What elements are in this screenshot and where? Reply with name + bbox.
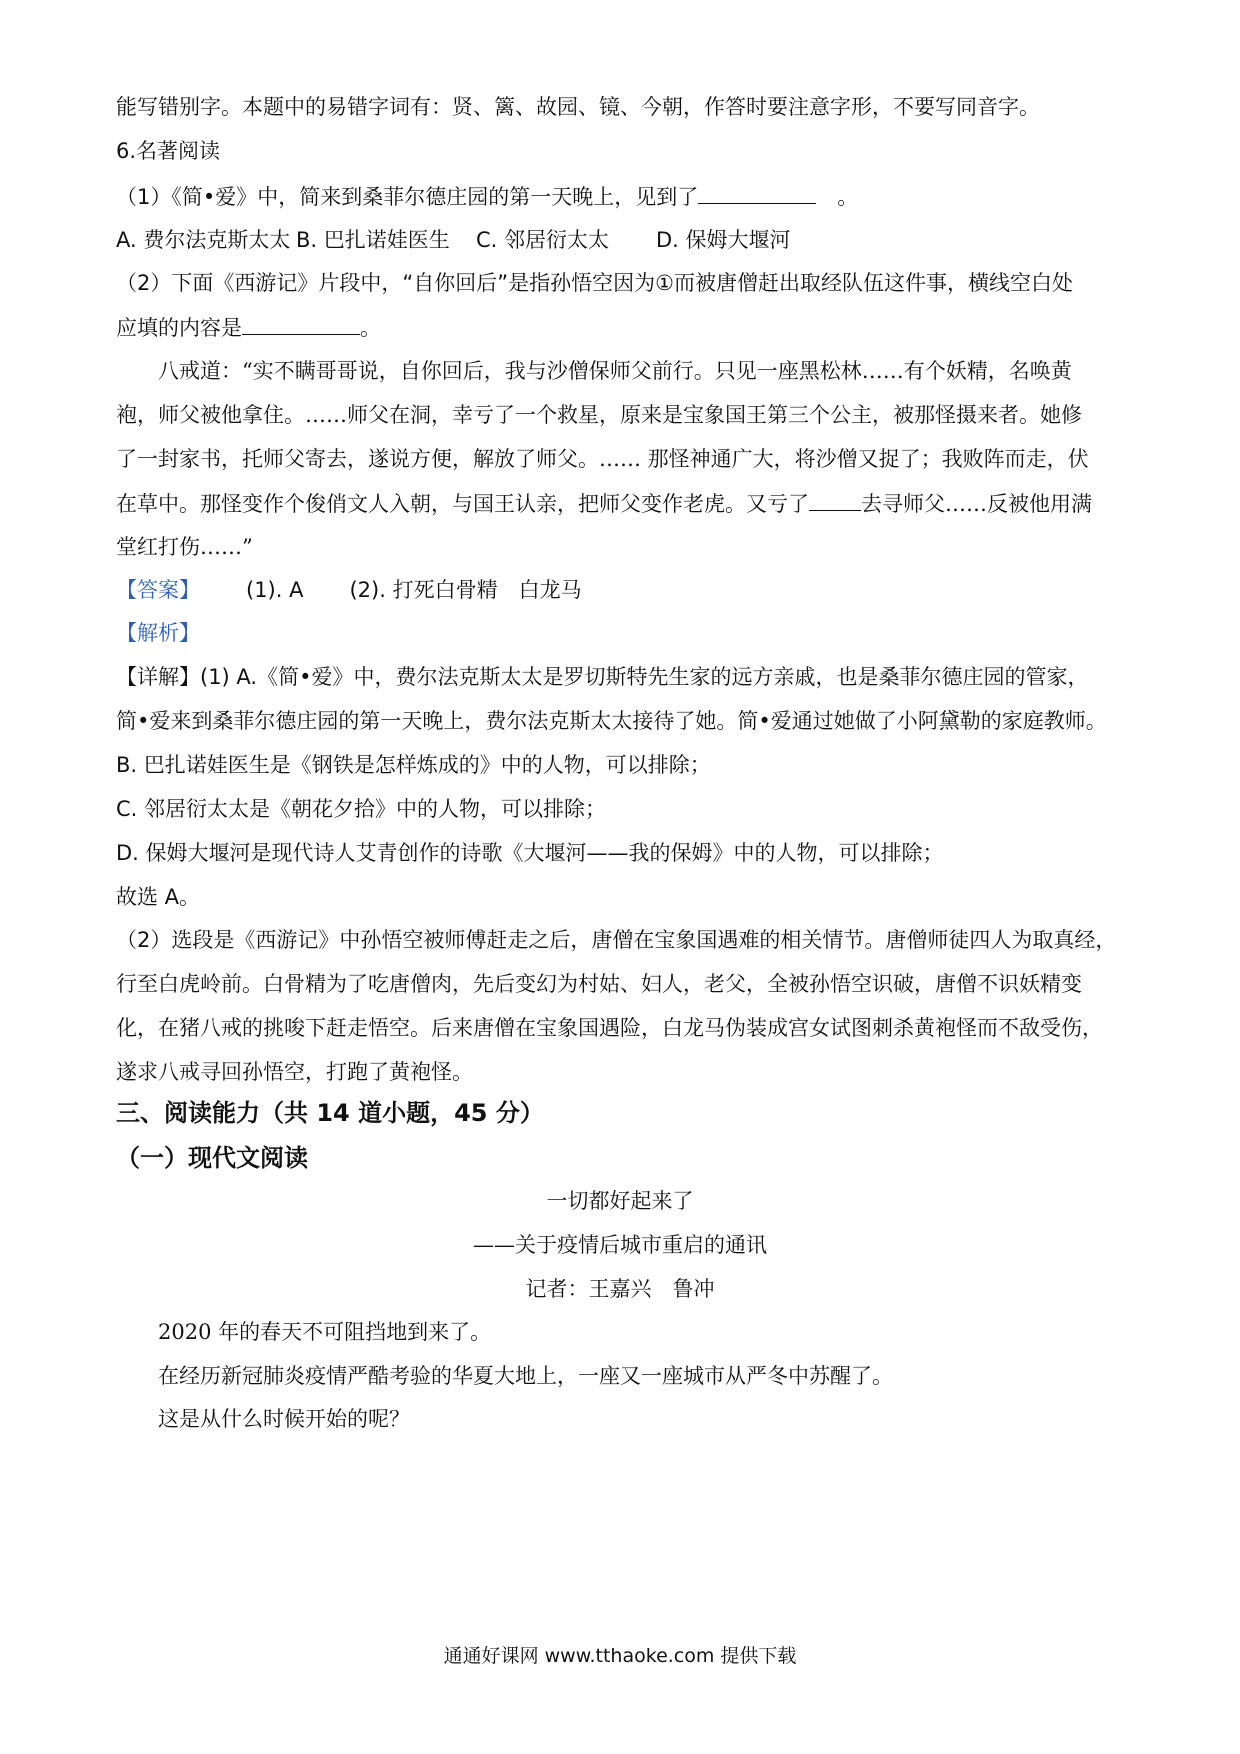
detail-line: 简•爱来到桑菲尔德庄园的第一天晚上，费尔法克斯太太接待了她。简•爱通过她做了小阿黛勒的家庭教师。 [116,709,1107,733]
answer-blank [698,181,816,204]
detail-line: B. 巴扎诺娃医生是《钢铁是怎样炼成的》中的人物，可以排除； [116,753,711,777]
article-paragraph: 这是从什么时候开始的呢？ [158,1407,410,1431]
detail-line: 行至白虎岭前。白骨精为了吃唐僧肉，先后变幻为村姑、妇人，老父，全被孙悟空识破，唐僧不识妖精变 [116,972,1082,996]
question-6-2-prompt: 应填的内容是 [116,316,242,340]
circled-marker: ① [655,271,674,295]
option-c: C. 邻居衍太太 [476,228,610,252]
answer-line [116,575,1136,605]
question-6-1-text: （1）《简•爱》中，简来到桑菲尔德庄园的第一天晚上，见到了 [116,185,699,209]
article-subtitle: ——关于疫情后城市重启的通讯 [473,1233,767,1257]
article-title: 一切都好起来了 [546,1189,694,1213]
page-footer: 通通好课网 www.tthaoke.com 提供下载 [443,1645,797,1667]
sub-section-heading: （一）现代文阅读 [116,1144,308,1172]
analysis-tag: 【解析】 [116,621,200,645]
answer-tag: 【答案】 [116,578,200,602]
question-6-2-line1 [116,268,1136,298]
detail-line: 化，在猪八戒的挑唆下赶走悟空。后来唐僧在宝象国遇险，白龙马伪装成宫女试图刺杀黄袍怪而不敌受伤， [116,1016,1103,1040]
detail-line: 遂求八戒寻回孙悟空，打跑了黄袍怪。 [116,1060,473,1084]
question-6-2-line2 [116,312,1136,343]
question-6-2-end: 。 [360,316,381,340]
passage-text: 去寻师父……反被他用满 [861,492,1092,516]
question-6-title: 6.名著阅读 [116,139,221,163]
detail-line: 【详解】(1) A.《简•爱》中，费尔法克斯太太是罗切斯特先生家的远方亲戚，也是桑菲尔德庄园的管家， [116,665,1089,689]
question-6-2-text-cont: 而被唐僧赶出取经队伍这件事，横线空白处 [673,271,1073,295]
detail-line: （2）选段是《西游记》中孙悟空被师傅赶走之后，唐僧在宝象国遇难的相关情节。唐僧师徒四人为取真经， [116,928,1117,952]
passage-line: 堂红打伤……” [116,535,253,559]
question-6-1-end: 。 [837,185,859,209]
option-a: A. 费尔法克斯太太 [116,228,291,252]
article-paragraph: 在经历新冠肺炎疫情严酷考验的华夏大地上，一座又一座城市从严冬中苏醒了。 [158,1364,893,1388]
passage-text: 在草中。那怪变作个俊俏文人入朝，与国王认亲，把师父变作老虎。又亏了 [116,492,809,516]
passage-line [116,488,1136,519]
answer-blank [809,488,861,511]
question-6-2-text: （2）下面《西游记》片段中，“自你回后”是指孙悟空因为 [116,271,656,295]
article-paragraph: 2020 年的春天不可阻挡地到来了。 [158,1320,492,1344]
passage-line: 了一封家书，托师父寄去，遂说方便，解放了师父。…… 那怪神通广大，将沙僧又捉了；我败阵而走，伏 [116,447,1089,471]
answer-blank [242,312,360,335]
answer-1: (1). A [246,578,304,602]
passage-line: 袍，师父被他拿住。……师父在洞，幸亏了一个救星，原来是宝象国王第三个公主，被那怪摄来者。她修 [116,403,1082,427]
option-b: B. 巴扎诺娃医生 [296,228,450,252]
detail-line: C. 邻居衍太太是《朝花夕拾》中的人物，可以排除； [116,797,607,821]
answer-2: (2). 打死白骨精 白龙马 [349,578,582,602]
detail-line: 故选 A。 [116,885,201,909]
article-byline: 记者：王嘉兴 鲁冲 [525,1277,715,1301]
question-6-1 [116,181,1136,212]
section-heading: 三、阅读能力（共 14 道小题，45 分） [116,1099,544,1127]
detail-line: D. 保姆大堰河是现代诗人艾青创作的诗歌《大堰河——我的保姆》中的人物，可以排除； [116,841,944,865]
option-d: D. 保姆大堰河 [656,228,791,252]
question-6-1-options [116,225,1136,255]
passage-line: 八戒道：“实不瞒哥哥说，自你回后，我与沙僧保师父前行。只见一座黑松林……有个妖精，名唤黄 [158,359,1072,383]
carryover-text: 能写错别字。本题中的易错字词有：贤、篱、故园、镜、今朝，作答时要注意字形，不要写同音字。 [116,95,1040,119]
